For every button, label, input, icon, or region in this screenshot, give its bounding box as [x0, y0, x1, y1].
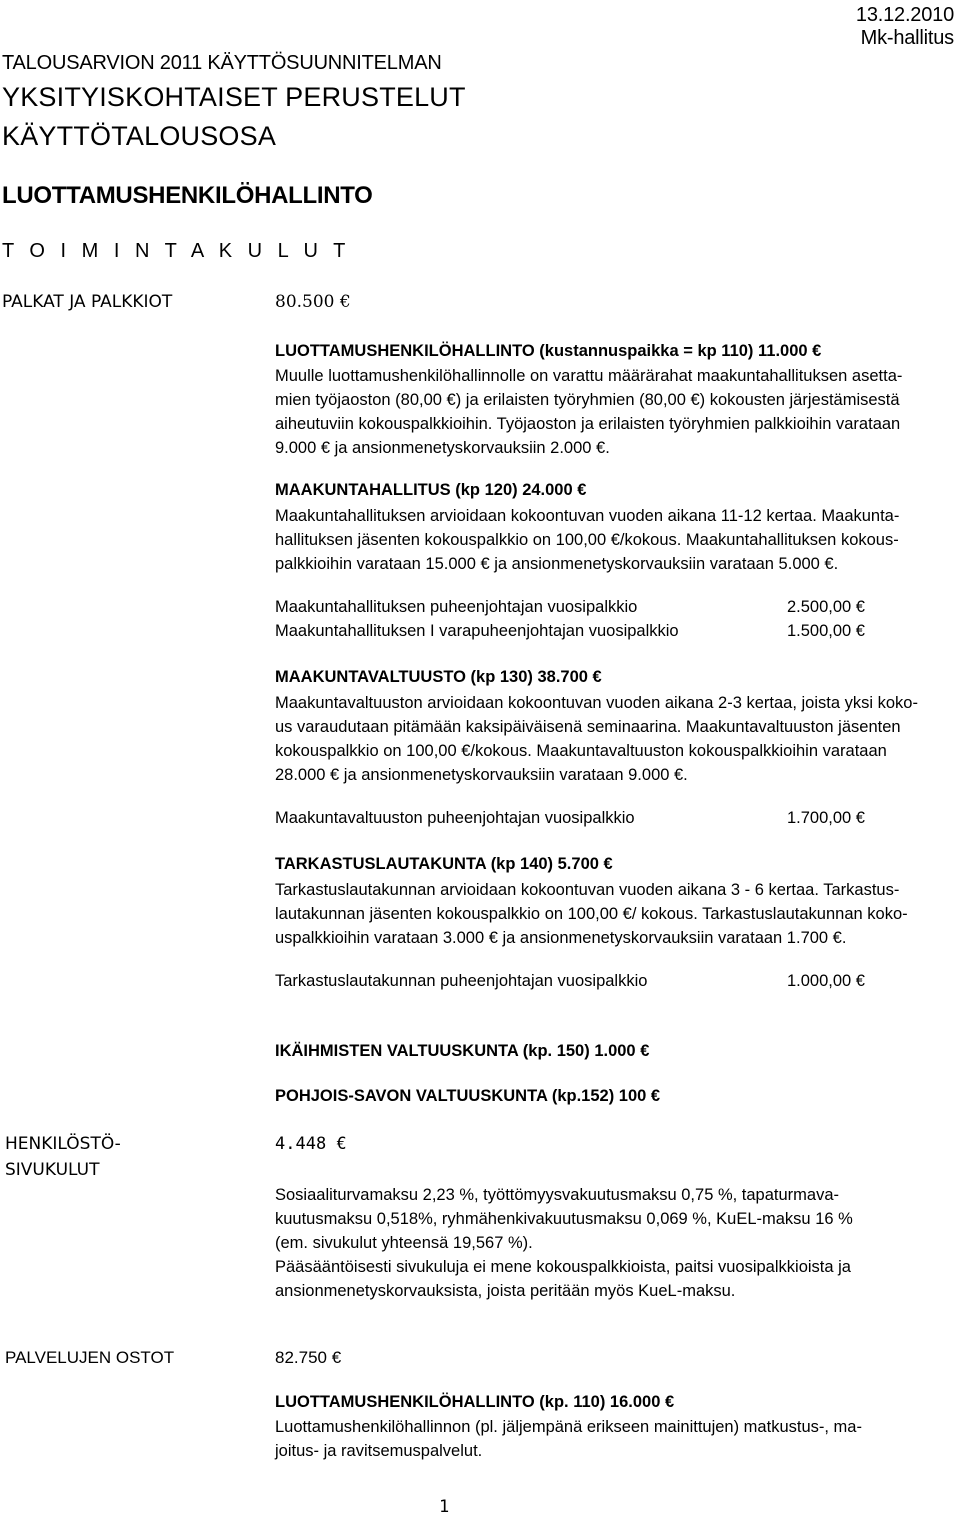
- paragraph-line: 9.000 € ja ansionmenetyskorvauksiin 2.000 €.: [275, 439, 610, 457]
- paragraph-line: lautakunnan jäsenten kokouspalkkio on 100,00 €/ kokous. Tarkastuslautakunnan koko-: [275, 905, 908, 923]
- paragraph-line: hallituksen jäsenten kokouspalkkio on 100,00 €/kokous. Maakuntahallituksen kokous-: [275, 531, 899, 549]
- fee-value: 1.700,00 €: [787, 809, 865, 827]
- henkilosto-label-line2: SIVUKULUT: [5, 1160, 100, 1180]
- fee-label: Maakuntahallituksen I varapuheenjohtajan vuosipalkkio: [275, 622, 679, 640]
- paragraph-line: joitus- ja ravitsemuspalvelut.: [275, 1442, 483, 1460]
- document-author: Mk-hallitus: [860, 27, 954, 49]
- palkat-amount: 80.500 €: [275, 292, 351, 312]
- palvelut-heading: LUOTTAMUSHENKILÖHALLINTO (kp. 110) 16.000 €: [275, 1393, 675, 1411]
- lh-paragraph: [275, 364, 903, 460]
- mv-heading: MAAKUNTAVALTUUSTO (kp 130) 38.700 €: [275, 668, 602, 686]
- paragraph-line: 28.000 € ja ansionmenetyskorvauksiin varataan 9.000 €.: [275, 766, 688, 784]
- paragraph-line: Maakuntavaltuuston arvioidaan kokoontuvan vuoden aikana 2-3 kertaa, joista yksi koko-: [275, 694, 918, 712]
- mv-paragraph: [275, 691, 918, 787]
- palvelut-amount: 82.750 €: [275, 1348, 342, 1367]
- paragraph-line: Sosiaaliturvamaksu 2,23 %, työttömyysvakuutusmaksu 0,75 %, tapaturmava-: [275, 1186, 840, 1204]
- tl-heading: TARKASTUSLAUTAKUNTA (kp 140) 5.700 €: [275, 855, 613, 873]
- fee-label: Maakuntavaltuuston puheenjohtajan vuosipalkkio: [275, 809, 635, 827]
- department-title: LUOTTAMUSHENKILÖHALLINTO: [2, 182, 373, 209]
- fee-label: Maakuntahallituksen puheenjohtajan vuosipalkkio: [275, 598, 638, 616]
- paragraph-line: Tarkastuslautakunnan arvioidaan kokoontuvan vuoden aikana 3 - 6 kertaa. Tarkastus-: [275, 881, 900, 899]
- paragraph-line: (em. sivukulut yhteensä 19,567 %).: [275, 1234, 533, 1252]
- paragraph-line: Maakuntahallituksen arvioidaan kokoontuvan vuoden aikana 11-12 kertaa. Maakunta-: [275, 507, 900, 525]
- page-number: 1: [439, 1497, 450, 1517]
- henkilosto-label-line1: HENKILÖSTÖ-: [5, 1134, 121, 1154]
- fee-value: 1.000,00 €: [787, 972, 865, 990]
- fee-value: 2.500,00 €: [787, 598, 865, 616]
- paragraph-line: Muulle luottamushenkilöhallinnolle on varattu määrärahat maakuntahallituksen asetta-: [275, 367, 903, 385]
- lh-heading: LUOTTAMUSHENKILÖHALLINTO (kustannuspaikka = kp 110) 11.000 €: [275, 342, 822, 360]
- tl-paragraph: [275, 878, 908, 950]
- paragraph-line: Pääsääntöisesti sivukuluja ei mene kokouspalkkioista, paitsi vuosipalkkioista ja: [275, 1258, 851, 1276]
- henkilosto-amount: 4.448 €: [275, 1134, 347, 1154]
- paragraph-line: ansionmenetyskorvauksista, joista peritään myös KueL-maksu.: [275, 1282, 736, 1300]
- palvelut-label: PALVELUJEN OSTOT: [5, 1348, 175, 1367]
- palvelut-paragraph: [275, 1415, 862, 1463]
- document-title-line2: YKSITYISKOHTAISET PERUSTELUT: [2, 82, 466, 112]
- document-title-line1: TALOUSARVION 2011 KÄYTTÖSUUNNITELMAN: [2, 52, 442, 74]
- paragraph-line: mien työjaoston (80,00 €) ja erilaisten työryhmien (80,00 €) kokousten järjestämisestä: [275, 391, 900, 409]
- paragraph-line: uspalkkioihin varataan 3.000 € ja ansionmenetyskorvauksiin varataan 1.700 €.: [275, 929, 847, 947]
- document-title-line3: KÄYTTÖTALOUSOSA: [2, 121, 277, 151]
- paragraph-line: kokouspalkkio on 100,00 €/kokous. Maakuntavaltuuston kokouspalkkioihin varataan: [275, 742, 887, 760]
- mh-heading: MAAKUNTAHALLITUS (kp 120) 24.000 €: [275, 481, 587, 499]
- category-title: T O I M I N T A K U L U T: [2, 240, 351, 262]
- document-date: 13.12.2010: [855, 4, 954, 26]
- palkat-label: PALKAT JA PALKKIOT: [2, 292, 173, 312]
- paragraph-line: kuutusmaksu 0,518%, ryhmähenkivakuutusmaksu 0,069 %, KuEL-maksu 16 %: [275, 1210, 853, 1228]
- mh-paragraph: [275, 504, 900, 576]
- henkilosto-paragraph: [275, 1183, 853, 1303]
- iv-heading: IKÄIHMISTEN VALTUUSKUNTA (kp. 150) 1.000 €: [275, 1042, 650, 1060]
- fee-value: 1.500,00 €: [787, 622, 865, 640]
- ps-heading: POHJOIS-SAVON VALTUUSKUNTA (kp.152) 100 €: [275, 1087, 661, 1105]
- paragraph-line: Luottamushenkilöhallinnon (pl. jäljempänä erikseen mainittujen) matkustus-, ma-: [275, 1418, 862, 1436]
- paragraph-line: us varaudutaan pitämään kaksipäiväisenä seminaarina. Maakuntavaltuuston jäsenten: [275, 718, 901, 736]
- paragraph-line: palkkioihin varataan 15.000 € ja ansionmenetyskorvauksiin varataan 5.000 €.: [275, 555, 839, 573]
- fee-label: Tarkastuslautakunnan puheenjohtajan vuosipalkkio: [275, 972, 648, 990]
- paragraph-line: aiheutuviin kokouspalkkioihin. Työjaoston ja erilaisten työryhmien palkkioihin varataan: [275, 415, 901, 433]
